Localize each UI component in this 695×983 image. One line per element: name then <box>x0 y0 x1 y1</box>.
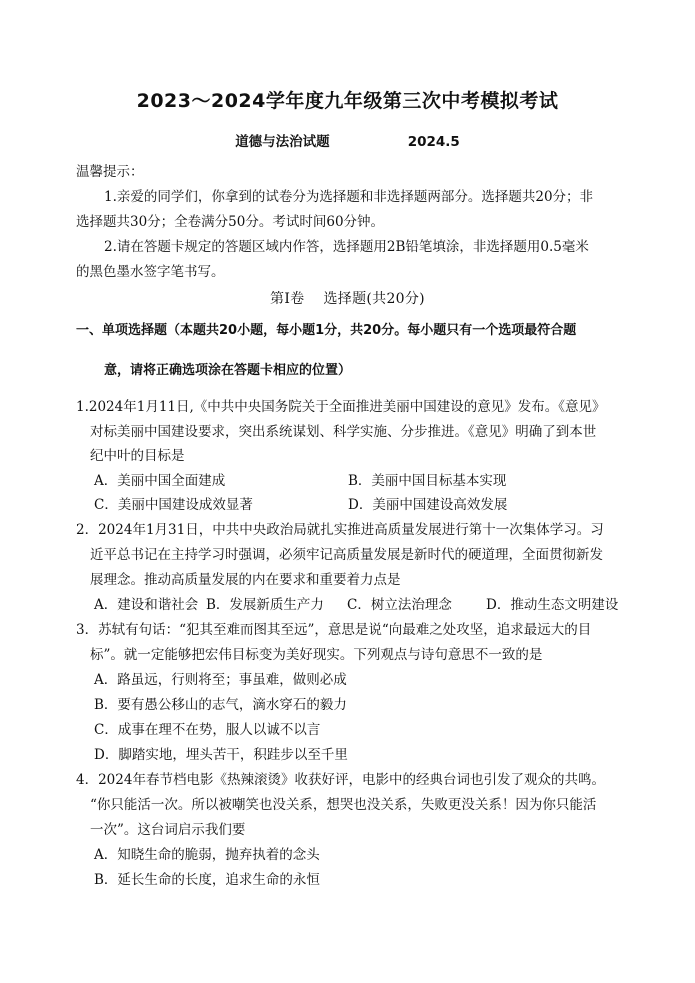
question-4-line-2: “你只能活一次。所以被嘲笑也没关系，想哭也没关系，失败更没关系！因为你只能活 <box>90 797 597 813</box>
instruction-line-2: 意，请将正确选项涂在答题卡相应的位置） <box>104 363 352 378</box>
question-1-option-b: B．美丽中国目标基本实现 <box>348 473 507 489</box>
subject-label: 道德与法治试题 <box>235 134 330 150</box>
question-2-line-2: 近平总书记在主持学习时强调，必须牢记高质量发展是新时代的硬道理，全面贯彻新发 <box>90 547 603 563</box>
question-3-option-a: A．路虽远，行则将至；事虽难，做则必成 <box>94 672 347 688</box>
question-4-line-3: 一次”。这台词启示我们要 <box>90 822 246 838</box>
question-1-option-d: D．美丽中国建设高效发展 <box>348 497 508 513</box>
instruction-line-1: 一、单项选择题（本题共20小题，每小题1分，共20分。每小题只有一个选项最符合题 <box>76 323 577 338</box>
exam-date: 2024.5 <box>407 134 460 150</box>
question-3-option-b: B．要有愚公移山的志气，滴水穿石的毅力 <box>94 697 347 713</box>
question-1-line-3: 纪中叶的目标是 <box>90 448 185 464</box>
question-2-line-3: 展理念。推动高质量发展的内在要求和重要着力点是 <box>90 572 401 588</box>
question-1-option-a: A．美丽中国全面建成 <box>94 473 226 489</box>
question-1-line-1: 1.2024年1月11日,《中共中央国务院关于全面推进美丽中国建设的意见》发布。《意见》 <box>76 399 606 415</box>
tip-2-line-2: 的黑色墨水签字笔书写。 <box>76 264 225 280</box>
question-2-option-b: B．发展新质生产力 <box>206 597 324 613</box>
section-title: 第Ⅰ卷 选择题(共20分) <box>270 291 425 307</box>
question-3-line-2: 标”。就一定能够把宏伟目标变为美好现实。下列观点与诗句意思不一致的是 <box>90 647 543 663</box>
exam-subtitle <box>0 130 695 150</box>
tip-1-line-2: 选择题共30分；全卷满分50分。考试时间60分钟。 <box>76 214 385 230</box>
tip-2-line-1: 2.请在答题卡规定的答题区域内作答，选择题用2B铅笔填涂，非选择题用0.5毫米 <box>104 239 589 255</box>
tip-1-line-1: 1.亲爱的同学们，你拿到的试卷分为选择题和非选择题两部分。选择题共20分；非 <box>104 189 594 205</box>
question-3-option-c: C．成事在理不在势，服人以诚不以言 <box>94 722 321 738</box>
question-3-line-1: 3．苏轼有句话：“犯其至难而图其至远”，意思是说“向最难之处攻坚，追求最远大的目 <box>76 622 592 638</box>
exam-title: 2023～2024学年度九年级第三次中考模拟考试 <box>136 90 559 112</box>
question-4-option-b: B．延长生命的长度，追求生命的永恒 <box>94 872 320 888</box>
question-4-line-1: 4．2024年春节档电影《热辣滚烫》收获好评，电影中的经典台词也引发了观众的共鸣。 <box>76 772 605 788</box>
question-3-option-d: D．脚踏实地，埋头苦干，积跬步以至千里 <box>94 747 348 763</box>
question-2-option-d: D．推动生态文明建设 <box>486 597 619 613</box>
question-2-option-a: A．建设和谐社会 <box>94 597 199 613</box>
question-2-line-1: 2．2024年1月31日，中共中央政治局就扎实推进高质量发展进行第十一次集体学习。习 <box>76 522 604 538</box>
question-1-option-c: C．美丽中国建设成效显著 <box>94 497 253 513</box>
question-4-option-a: A．知晓生命的脆弱，抛弃执着的念头 <box>94 847 320 863</box>
tips-heading: 温馨提示： <box>76 164 144 180</box>
question-1-line-2: 对标美丽中国建设要求，突出系统谋划、科学实施、分步推进。《意见》明确了到本世 <box>90 424 597 440</box>
question-2-option-c: C．树立法治理念 <box>347 597 452 613</box>
